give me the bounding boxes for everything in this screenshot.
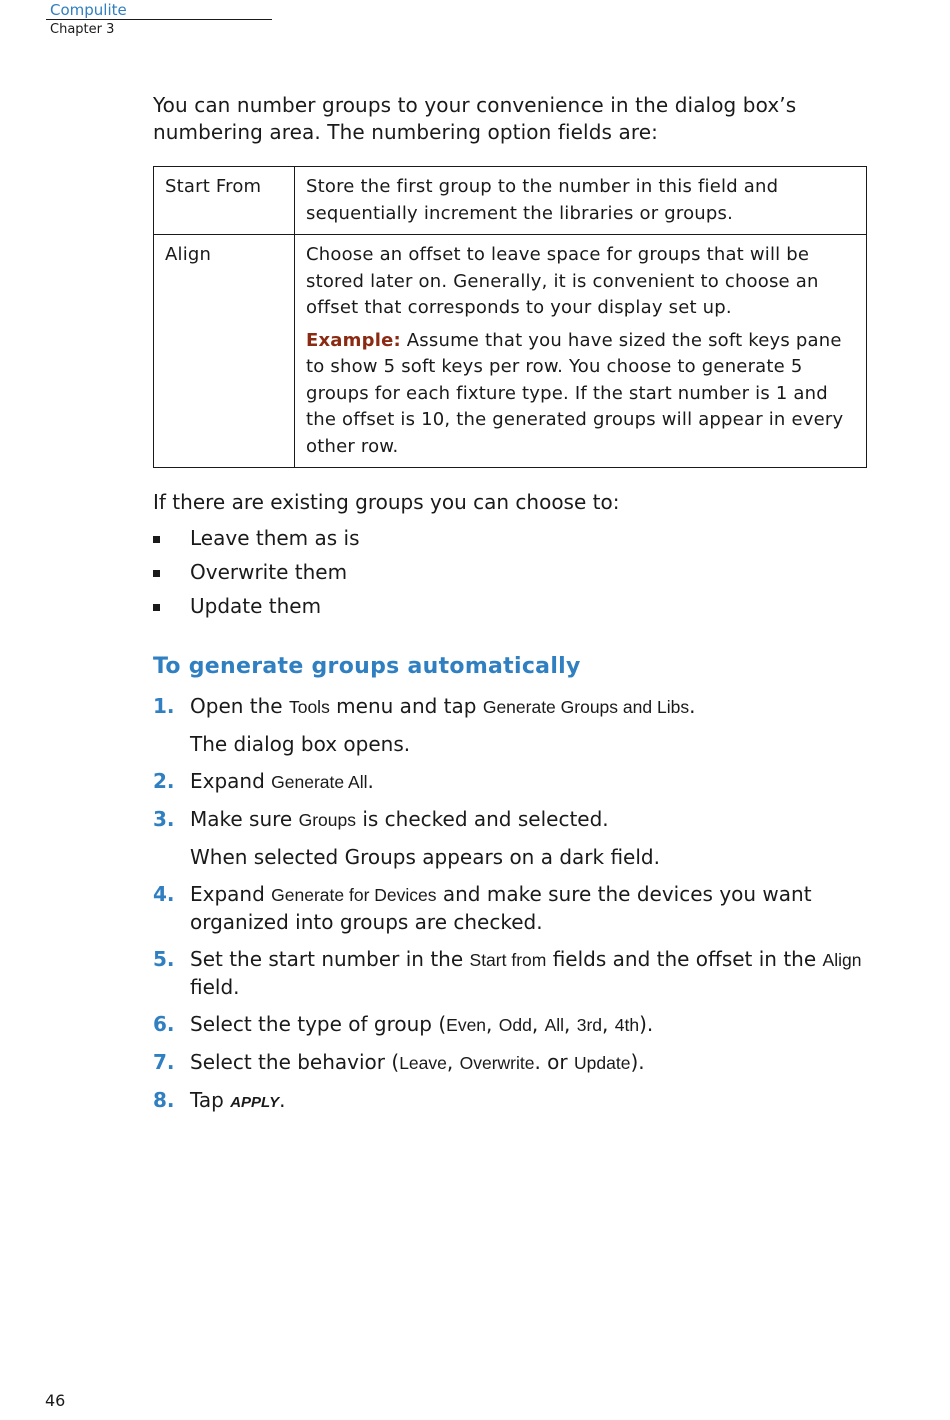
step-5: 5. Set the start number in the Start from fields and the offset in the Align field. [153, 947, 862, 999]
bullet-square-icon [153, 536, 160, 543]
list-item: Leave them as is [153, 525, 898, 552]
running-header [46, 2, 272, 40]
step-number: 7. [153, 1050, 175, 1074]
ui-term-generate-groups-and-libs: Generate Groups and Libs [482, 697, 690, 717]
table-row [154, 235, 867, 468]
ui-term-groups: Groups [298, 810, 356, 830]
example-text: Assume that you have sized the soft keys pane to show 5 soft keys per row. You choose to generate 5 groups for each fixture type. If the start number is 1 and the offset is 10, the generated groups will appear in every other row. [306, 329, 844, 457]
ui-term-tools: Tools [288, 697, 330, 717]
procedure-heading: To generate groups automatically [153, 654, 581, 679]
ui-term-4th: 4th [614, 1015, 640, 1035]
procedure-steps [153, 693, 898, 1116]
option-desc-start-from [295, 167, 867, 235]
bullet-square-icon [153, 570, 160, 577]
option-desc-text: Choose an offset to leave space for groups that will be stored later on. Generally, it is convenient to choose an offset that corresponds to your display set up. [306, 244, 819, 318]
option-desc-text: Store the first group to the number in this field and sequentially increment the libraries or groups. [306, 176, 779, 224]
step-7: 7. Select the behavior (Leave, Overwrite. or Update). [153, 1050, 645, 1074]
list-item: Overwrite them [153, 559, 898, 586]
step-number: 2. [153, 769, 175, 793]
step-number: 8. [153, 1088, 175, 1112]
step-3: 3. Make sure Groups is checked and selected. When selected Groups appears on a dark field. [153, 806, 898, 871]
header-brand: Compulite [50, 1, 127, 19]
step-8: 8. Tap APPLY. [153, 1088, 286, 1112]
table-row [154, 167, 867, 235]
example-paragraph [306, 328, 856, 461]
step-result: The dialog box opens. [190, 732, 411, 756]
intro-paragraph: You can number groups to your convenience in the dialog box’s numbering area. The numbering option fields are: [153, 93, 797, 144]
ui-term-all: All [544, 1015, 565, 1035]
step-number: 6. [153, 1012, 175, 1036]
option-desc-align [295, 235, 867, 468]
ui-term-overwrite: Overwrite [459, 1053, 535, 1073]
ui-term-even: Even [446, 1015, 487, 1035]
header-chapter: Chapter 3 [50, 22, 115, 37]
step-4: 4. Expand Generate for Devices and make sure the devices you want organized into groups are checked. [153, 882, 812, 934]
example-label: Example: [306, 329, 401, 351]
ui-term-odd: Odd [498, 1015, 532, 1035]
step-number: 4. [153, 882, 175, 906]
key-apply: APPLY [230, 1094, 280, 1111]
bullet-square-icon [153, 604, 160, 611]
step-number: 5. [153, 947, 175, 971]
existing-groups-intro: If there are existing groups you can choose to: [153, 490, 620, 514]
option-name-align: Align [154, 235, 295, 468]
numbering-options-table [153, 166, 867, 468]
page-content [153, 92, 898, 1126]
step-6: 6. Select the type of group (Even, Odd, All, 3rd, 4th). [153, 1012, 654, 1036]
ui-term-start-from: Start from [469, 950, 547, 970]
step-number: 3. [153, 807, 175, 831]
step-result: When selected Groups appears on a dark field. [190, 845, 660, 869]
page-number: 46 [45, 1391, 66, 1410]
ui-term-align: Align [822, 950, 862, 970]
ui-term-generate-all: Generate All [271, 772, 368, 792]
option-name-start-from: Start From [154, 167, 295, 235]
step-2: 2. Expand Generate All. [153, 769, 374, 793]
ui-term-generate-for-devices: Generate for Devices [271, 885, 437, 905]
list-item: Update them [153, 593, 898, 620]
ui-term-update: Update [574, 1053, 631, 1073]
ui-term-3rd: 3rd [576, 1015, 603, 1035]
choices-list [153, 525, 898, 620]
step-number: 1. [153, 694, 175, 718]
step-1: 1. Open the Tools menu and tap Generate Groups and Libs. The dialog box opens. [153, 693, 898, 758]
ui-term-leave: Leave [399, 1053, 447, 1073]
